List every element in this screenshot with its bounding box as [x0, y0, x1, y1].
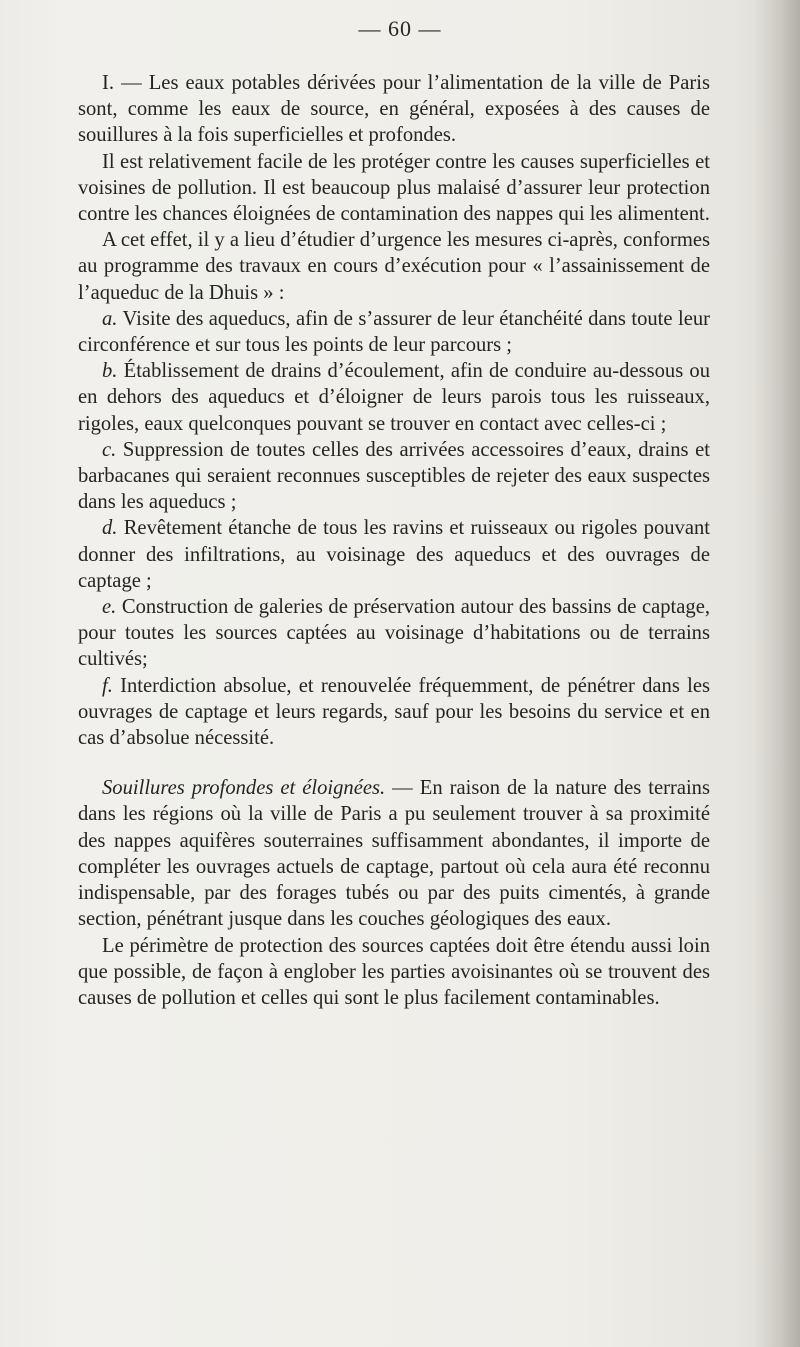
item-letter: d.: [102, 517, 118, 540]
list-item-c: [78, 437, 710, 516]
paragraph-protection: Il est relativement facile de les protéger contre les causes superficielles et voisines de pollution. Il est beaucoup plus malaisé d’assurer leur protection contre les chances éloignées de contamination des nappes qui les alimentent.: [78, 150, 710, 226]
section-heading: Souillures profondes et éloignées.: [102, 777, 386, 800]
list-item-a: [78, 306, 710, 358]
list-item-e: [78, 594, 710, 673]
list-item-d: [78, 515, 710, 594]
item-letter: c.: [102, 438, 117, 461]
section-text: — En raison de la nature des terrains dans les régions où la ville de Paris a pu seulement trouver à sa proximité des nappes aquifères souterraines suffisamment abondantes, il importe de compléter les ouvrages actuels de captage, partout où cela aura été reconnu indispensable, par des forages tubés ou par des puits cimentés, à grande section, pénétrant jusque dans les couches géologiques des eaux.: [78, 777, 710, 931]
page-number: — 60 —: [358, 16, 442, 41]
page-edge-shadow: [754, 0, 800, 1347]
item-letter: b.: [102, 360, 118, 383]
item-text: Établissement de drains d’écoulement, afin de conduire au-dessous ou en dehors des aqueducs et d’éloigner de leurs parois tous les ruisseaux, rigoles, eaux quelconques pouvant se trouver en contact avec celles-ci ;: [78, 360, 710, 435]
item-text: Suppression de toutes celles des arrivées accessoires d’eaux, drains et barbacanes qui seraient reconnues susceptibles de rejeter des eaux suspectes dans les aqueducs ;: [78, 438, 710, 514]
item-text: Interdiction absolue, et renouvelée fréquemment, de pénétrer dans les ouvrages de captage et leurs regards, sauf pour les besoins du service et en cas d’absolue nécessité.: [78, 674, 710, 750]
section-paragraph: [78, 775, 710, 932]
item-letter: e.: [102, 596, 117, 619]
paragraph-measures: A cet effet, il y a lieu d’étudier d’urgence les mesures ci-après, conformes au programme des travaux en cours d’exécution pour « l’assainissement de l’aqueduc de la Dhuis » :: [78, 229, 710, 304]
item-letter: a.: [102, 307, 118, 330]
body-text: [78, 70, 710, 1011]
list-item-b: [78, 358, 710, 437]
list-item-f: [78, 673, 710, 752]
paragraph-perimeter: Le périmètre de protection des sources captées doit être étendu aussi loin que possible, de façon à englober les parties avoisinantes où se trouvent des causes de pollution et celles qui sont le plus facilement contaminables.: [78, 934, 710, 1009]
item-text: Construction de galeries de préservation autour des bassins de captage, pour toutes les sources captées au voisinage d’habitations ou de terrains cultivés;: [78, 596, 710, 671]
item-text: Visite des aqueducs, afin de s’assurer de leur étanchéité dans toute leur circonférence et sur tous les points de leur parcours ;: [78, 307, 710, 357]
paragraph-intro: I. — Les eaux potables dérivées pour l’alimentation de la ville de Paris sont, comme les eaux de source, en général, exposées à des causes de souillures à la fois superficielles et profondes.: [78, 72, 710, 147]
item-letter: f.: [102, 674, 113, 697]
section-gap: [78, 751, 710, 775]
item-text: Revêtement étanche de tous les ravins et ruisseaux ou rigoles pouvant donner des infiltrations, au voisinage des aqueducs et des ouvrages de captage ;: [78, 517, 710, 592]
